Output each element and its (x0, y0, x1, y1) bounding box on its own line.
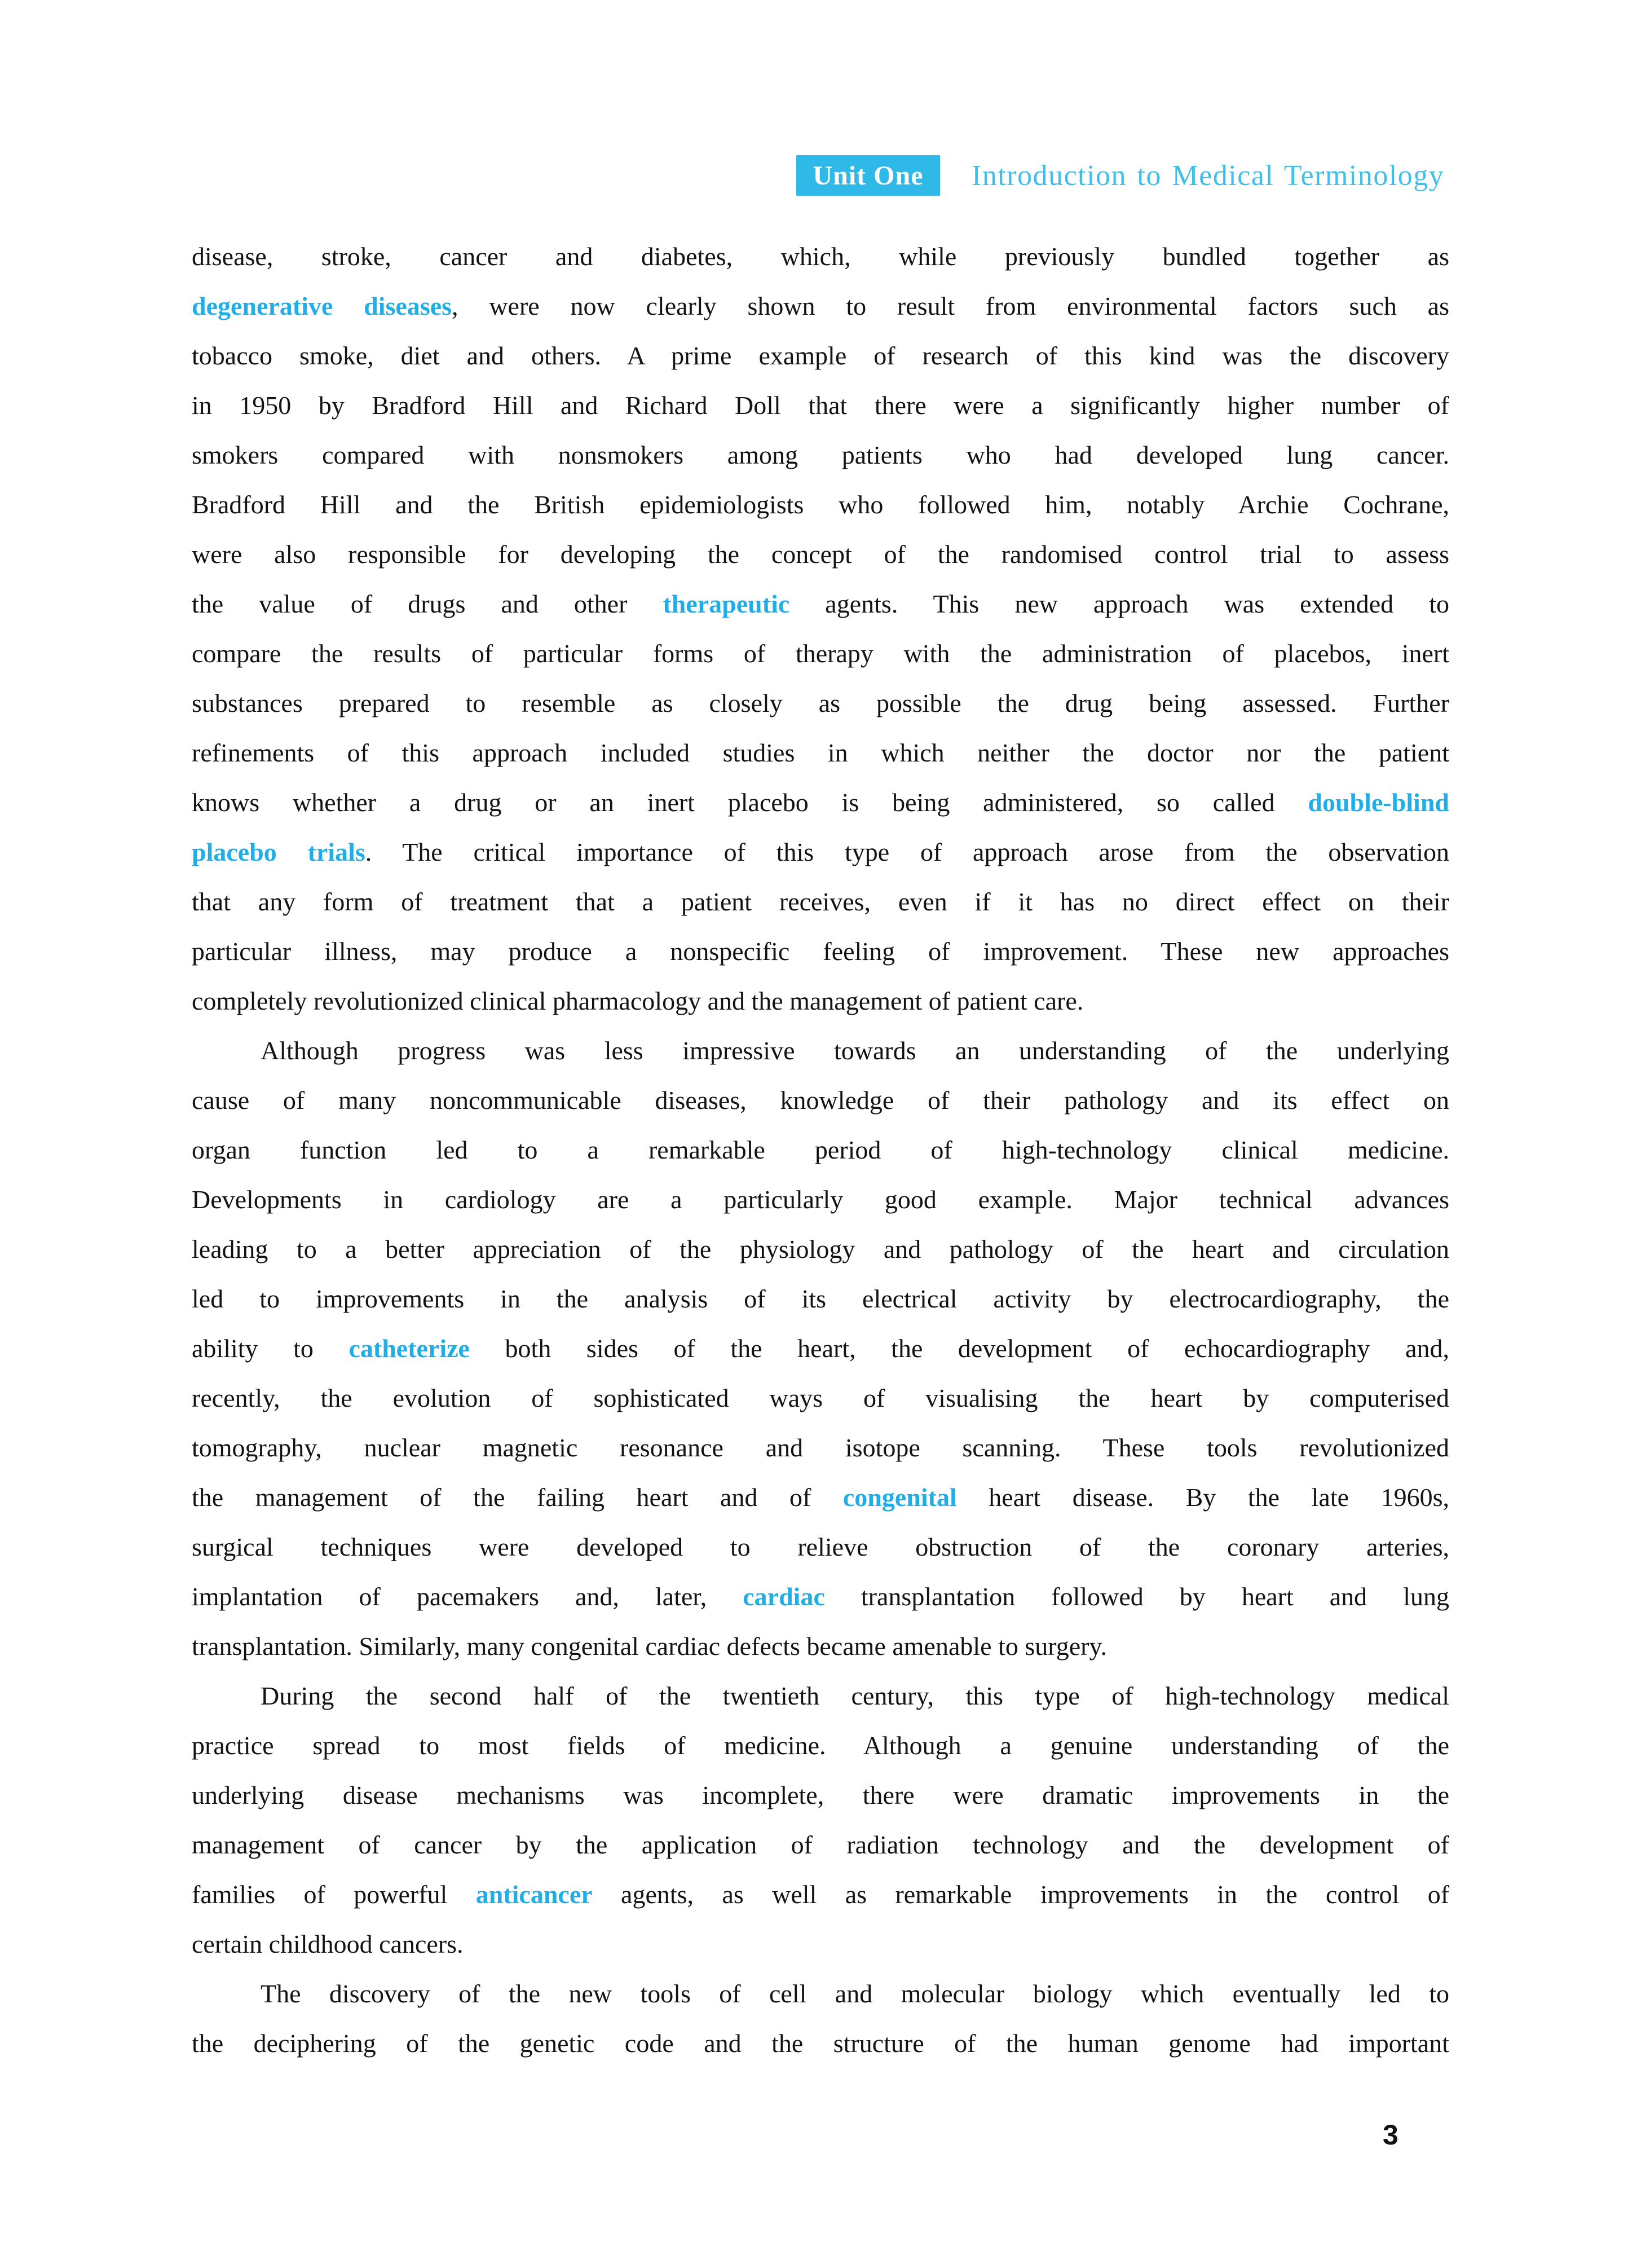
text-segment: implantation of pacemakers and, later, (192, 1582, 743, 1611)
text-segment: practice spread to most fields of medicine. Although a genuine understanding of the (192, 1731, 1449, 1760)
key-term: double-blind (1308, 788, 1449, 817)
text-line (192, 331, 1449, 381)
text-segment: transplantation followed by heart and lung (824, 1582, 1449, 1611)
text-line (192, 232, 1449, 281)
text-segment: agents, as well as remarkable improvements in the control of (592, 1880, 1450, 1909)
chapter-title: Introduction to Medical Terminology (972, 159, 1445, 192)
text-segment: Although progress was less impressive towards an understanding of the underlying (261, 1036, 1449, 1065)
text-line (192, 1522, 1449, 1572)
text-line (192, 1721, 1449, 1771)
text-segment: the value of drugs and other (192, 589, 663, 618)
text-segment: Bradford Hill and the British epidemiologists who followed him, notably Archie Cochrane, (192, 490, 1449, 519)
text-line (192, 728, 1449, 778)
text-line (192, 1274, 1449, 1324)
text-segment: underlying disease mechanisms was incomplete, there were dramatic improvements in the (192, 1781, 1449, 1809)
text-segment: . The critical importance of this type of approach arose from the observation (365, 838, 1450, 866)
text-line (192, 1225, 1449, 1274)
text-segment: knows whether a drug or an inert placebo is being administered, so called (192, 788, 1308, 817)
text-segment: in 1950 by Bradford Hill and Richard Doll that there were a significantly higher number of (192, 391, 1449, 420)
text-line (192, 381, 1449, 430)
text-segment: substances prepared to resemble as closely as possible the drug being assessed. Further (192, 689, 1449, 717)
text-segment: During the second half of the twentieth century, this type of high-technology medical (261, 1681, 1449, 1710)
text-line (192, 1473, 1449, 1522)
text-segment: ability to (192, 1334, 349, 1363)
text-segment: that any form of treatment that a patient receives, even if it has no direct effect on their (192, 887, 1449, 916)
text-segment: The discovery of the new tools of cell and molecular biology which eventually led to (261, 1979, 1449, 2008)
text-line (192, 1572, 1449, 1622)
key-term: placebo trials (192, 838, 365, 866)
text-line (192, 1919, 1449, 1969)
paragraph-1 (192, 232, 1449, 1026)
text-line (192, 1969, 1449, 2019)
text-segment: families of powerful (192, 1880, 476, 1909)
text-segment: disease, stroke, cancer and diabetes, which, while previously bundled together as (192, 242, 1449, 271)
text-line (192, 480, 1449, 530)
text-segment: recently, the evolution of sophisticated ways of visualising the heart by computerised (192, 1384, 1449, 1412)
text-line (192, 1175, 1449, 1225)
text-segment: leading to a better appreciation of the physiology and pathology of the heart and circulation (192, 1235, 1449, 1263)
page-number: 3 (1383, 2119, 1398, 2151)
key-term: catheterize (348, 1334, 470, 1363)
text-segment: were also responsible for developing the concept of the randomised control trial to assess (192, 540, 1449, 569)
key-term: cardiac (743, 1582, 825, 1611)
text-line (192, 530, 1449, 579)
text-segment: particular illness, may produce a nonspecific feeling of improvement. These new approaches (192, 937, 1449, 966)
text-line (192, 1026, 1449, 1076)
text-line (192, 1125, 1449, 1175)
page-header (796, 155, 1444, 196)
text-segment: led to improvements in the analysis of its electrical activity by electrocardiography, the (192, 1284, 1449, 1313)
text-line (192, 1076, 1449, 1125)
text-line (192, 1820, 1449, 1870)
text-segment: certain childhood cancers. (192, 1930, 464, 1958)
text-line (192, 827, 1449, 877)
text-segment: , were now clearly shown to result from environmental factors such as (452, 292, 1449, 320)
text-line (192, 2019, 1449, 2068)
key-term: congenital (842, 1483, 957, 1512)
text-line (192, 679, 1449, 728)
text-segment: completely revolutionized clinical pharmacology and the management of patient care. (192, 987, 1084, 1015)
key-term: anticancer (475, 1880, 593, 1909)
paragraph-3 (192, 1671, 1449, 1969)
text-segment: Developments in cardiology are a particularly good example. Major technical advances (192, 1185, 1449, 1214)
text-segment: organ function led to a remarkable period of high-technology clinical medicine. (192, 1135, 1449, 1164)
text-segment: tobacco smoke, diet and others. A prime example of research of this kind was the discovery (192, 341, 1449, 370)
text-segment: transplantation. Similarly, many congenital cardiac defects became amenable to surgery. (192, 1632, 1108, 1661)
text-segment: cause of many noncommunicable diseases, knowledge of their pathology and its effect on (192, 1086, 1449, 1115)
text-segment: tomography, nuclear magnetic resonance and isotope scanning. These tools revolutionized (192, 1433, 1449, 1462)
text-line (192, 1324, 1449, 1373)
text-line (192, 1870, 1449, 1919)
unit-badge: Unit One (796, 155, 940, 196)
text-line (192, 1622, 1449, 1671)
text-line (192, 1771, 1449, 1820)
body-text (192, 232, 1449, 2068)
text-segment: compare the results of particular forms of therapy with the administration of placebos, inert (192, 639, 1449, 668)
text-line (192, 1671, 1449, 1721)
text-segment: both sides of the heart, the development of echocardiography and, (469, 1334, 1449, 1363)
text-segment: agents. This new approach was extended to (789, 589, 1449, 618)
text-segment: the deciphering of the genetic code and the structure of the human genome had important (192, 2029, 1449, 2058)
text-line (192, 927, 1449, 976)
text-line (192, 579, 1449, 629)
text-line (192, 778, 1449, 827)
text-line (192, 877, 1449, 927)
text-line (192, 281, 1449, 331)
key-term: degenerative diseases (192, 292, 452, 320)
text-segment: heart disease. By the late 1960s, (956, 1483, 1449, 1512)
text-segment: the management of the failing heart and of (192, 1483, 843, 1512)
text-line (192, 1373, 1449, 1423)
text-segment: refinements of this approach included studies in which neither the doctor nor the patient (192, 738, 1449, 767)
text-line (192, 430, 1449, 480)
paragraph-4 (192, 1969, 1449, 2068)
text-line (192, 629, 1449, 679)
paragraph-2 (192, 1026, 1449, 1671)
text-line (192, 976, 1449, 1026)
text-segment: smokers compared with nonsmokers among patients who had developed lung cancer. (192, 441, 1449, 469)
text-line (192, 1423, 1449, 1473)
key-term: therapeutic (663, 589, 790, 618)
text-segment: surgical techniques were developed to relieve obstruction of the coronary arteries, (192, 1532, 1449, 1561)
text-segment: management of cancer by the application of radiation technology and the development of (192, 1830, 1449, 1859)
